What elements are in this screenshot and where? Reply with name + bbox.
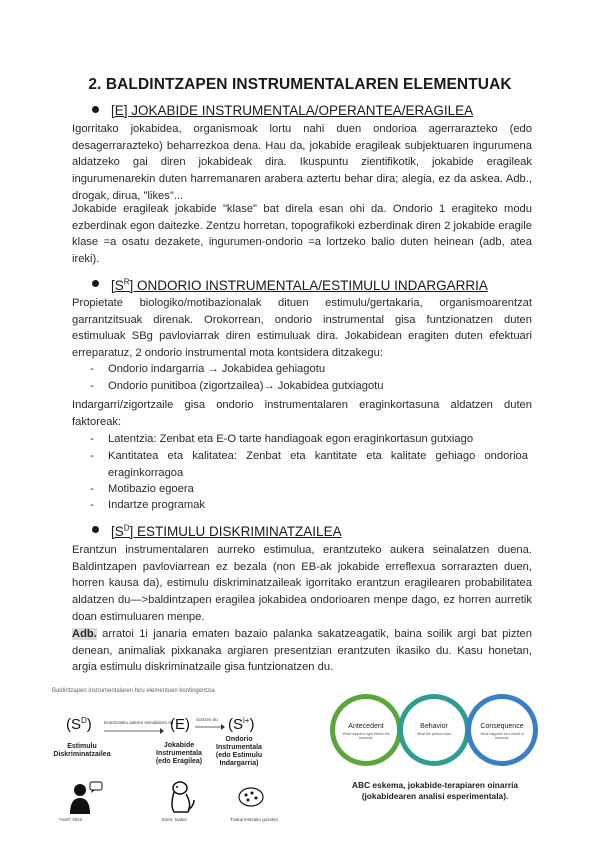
section-e-heading-text: [E] JOKABIDE INSTRUMENTALA/OPERANTEA/ERAGILEA	[111, 103, 474, 118]
list-item-text: Motibazio egoera	[108, 483, 194, 495]
icon2-caption: Eseri, txakur	[162, 817, 188, 822]
icon1-caption: "Aseti" hitza	[58, 817, 82, 822]
dog-icon	[164, 778, 200, 816]
sr-symbol	[228, 716, 254, 733]
label-sd: Estimulu Diskriminatzailea	[53, 743, 111, 758]
abc-consequence	[466, 694, 538, 766]
bullet-icon	[92, 280, 99, 287]
list-item-text: Ondorio indargarria → Jokabidea gehiagotu	[108, 363, 326, 375]
sd-symbol	[66, 716, 92, 733]
sd-symbol-sup: D	[81, 716, 87, 725]
bullet-icon	[92, 526, 99, 533]
section-sr-paragraph-2: Indargarri/zigortzaile gisa ondorio instrumentalaren eraginkortasuna aldatzen duten faktoreak:	[72, 399, 532, 428]
abc-c-sub: What happens as a result of behavior	[480, 732, 524, 740]
arrow-right-icon	[195, 724, 225, 730]
list-item-text: Kantitatea eta kalitatea: Zenbat eta kantitate eta kalitate gehiago ondorioa eraginkorragoa	[108, 450, 528, 479]
section-sd-paragraph-1: Erantzun instrumentalaren aurreko estimulua, erantzuteko aukera seinalatzen duena. Baldintzapen pavloviarrean ez bezala (non EB-ak jokabide erreflexua sorrarazten duen, horren kausa da), estimulu diskriminatzaileak igorritako erantzun eragilearen probabilitatea aldatzen du—>baldintzapen eragilea jokabidea ondorioaren menpe dago, ez horren aurretik doan estimuluaren menpe.	[72, 544, 532, 623]
label-sr: Ondorio Instrumentala (edo Estimulu Indargarria)	[215, 736, 263, 767]
sd-symbol-close: )	[86, 716, 92, 733]
arrow-label-2: Sortzen du	[196, 717, 218, 722]
sr-symbol-sup: i+	[243, 716, 250, 725]
heading-sup: R	[123, 277, 130, 286]
adb-highlight: Adb.	[72, 628, 97, 640]
abc-b-sub: What the person does	[416, 732, 452, 736]
section-e-paragraph-1: Igorritako jokabidea, organismoak lortu nahi duen ondorioa agerrarazteko (edo desagerrarazteko) beharrezkoa dena. Hau da, jokabide eragileak subjektuaren ingurumena aldatzeko gai diren jokabideak dira. Ikuspuntu zientifikotik, jokabide eragileak ingurumenarekin duten harremanaren arabera aztertu behar dira; alegia, ez da askea. Adb., drogak, dirua, "likes"...	[72, 123, 532, 202]
heading-sup: D	[123, 523, 130, 532]
label-e: Jokabide Instrumentala (edo Eragilea)	[155, 742, 203, 765]
abc-behavior	[398, 694, 470, 766]
abc-b-title: Behavior	[420, 723, 448, 730]
section-sd-paragraph-2-text: arratoi 1i janaria ematen bazaio palanka sakatzeagatik, baina soilik argi bat pizten denean, animaliak pixkanaka argiaren presentzian erantzuten ikasiko du. Kasu honetan, argia estimulu diskriminatzaile gisa funtzionatzen du.	[72, 628, 532, 674]
sr-symbol-text: (S	[228, 716, 243, 733]
heading-pre: [S	[111, 277, 124, 293]
icon3-caption: Txakurrentzako gozokia	[230, 817, 278, 822]
e-symbol: (E)	[170, 716, 190, 733]
heading-pre: [S	[111, 523, 124, 539]
treat-jar-icon	[236, 784, 266, 810]
list-item-text: Indartze programak	[108, 499, 206, 511]
bullet-icon	[92, 106, 99, 113]
abc-a-title: Antecedent	[348, 723, 384, 730]
sd-symbol-text: (S	[66, 716, 81, 733]
person-speaking-icon	[66, 780, 106, 816]
contingency-diagram	[52, 688, 312, 828]
heading-post: ] ESTIMULU DISKRIMINATZAILEA	[129, 523, 342, 539]
abc-a-sub: What happens right before the behavior	[342, 732, 390, 740]
abc-c-title: Consequence	[480, 723, 524, 730]
heading-post: ] ONDORIO INSTRUMENTALA/ESTIMULU INDARGARRIA	[129, 277, 488, 293]
section-sr-paragraph-1: Propietate biologiko/motibazionalak dituen estimulu/gertakaria, organismoarentzat garrantzitsuak direnak. Orokorrean, ondorio instrumental gisa funtzionatzen duten estimuluak SBg pavloviarrak diren estimuluak dira. Jokabidean eragiten duten efektuari erreparatuz, 2 ondorio instrumental mota kontsidera ditzakegu:	[72, 297, 532, 360]
abc-caption: ABC eskema, jokabide-terapiaren oinarria (jokabidearen analisi esperimentala).	[351, 780, 519, 801]
arrow-right-icon	[104, 728, 164, 734]
section-e-heading	[92, 103, 473, 118]
section-sd-paragraph-2	[72, 626, 532, 676]
section-e-paragraph-2: Jokabide eragileak jokabide "klase" bat direla esan ohi da. Ondorio 1 eragiteko modu ezberdinak egon daitezke. Zentzu horretan, topografikoki ezberdinak diren 2 jokabide eragile klase =a osatu dezakete, ingurumen-ondorio =a lortzeko balio duten heinean (adb, atea ireki).	[72, 203, 532, 266]
list-item-text: Latentzia: Zenbat eta E-O tarte handiagoak egon eraginkortasun gutxiago	[108, 433, 474, 445]
page-title: 2. BALDINTZAPEN INSTRUMENTALAREN ELEMENTUAK	[88, 76, 512, 93]
list-item-text: Ondorio punitiboa (zigortzailea)→ Jokabidea gutxiagotu	[108, 380, 384, 392]
abc-antecedent	[330, 694, 402, 766]
sr-symbol-close: )	[249, 716, 255, 733]
document-page: 2. BALDINTZAPEN INSTRUMENTALAREN ELEMENTUAK [E] JOKABIDE INSTRUMENTALA/OPERANTEA/ERAGILEA Igorritako jokabidea, organismoak lortu nahi duen ondorioa agerrarazteko (edo desagerrarazteko) beharrezkoa dena. Hau da, jokabide eragileak subjektuaren ingurumena aldatzeko gai diren jokabideak dira. Ikuspuntu zientifikotik, jokabide eragileak ingurumenarekin duten harremanaren arabera aztertu behar dira; alegia, ez da askea. Adb., drogak, dirua, "likes"... Jokabide eragileak jokabide "klase" bat direla esan ohi da. Ondorio 1 eragiteko modu ezberdinak egon daitezke. Zentzu horretan, topografikoki ezberdinak diren 2 jokabide eragile klase =a osatu dezakete, ingurumen-ondorio =a lortzeko balio duten heinean (adb, atea ireki). $[S^R]$ ONDORIO INSTRUMENTALA/ESTIMULU INDARGARRIA Propietate biologiko/motibazionalak dituen estimulu/gertakaria, organismoarentzat garrantzitsuak direnak. Orokorrean, ondorio instrumental gisa funtzionatzen duten estimuluak SBg pavloviarrak diren estimuluak dira. Jokabidean eragiten duten efektuari erreparatuz, 2 ondorio instrumental mota kontsidera ditzakegu: - Ondorio indargarria → Jokabidea gehiagotu - Ondorio punitiboa (zigortzailea)→ Jokabidea gutxiagotu Indargarri/zigortzaile gisa ondorio instrumentalaren eraginkortasuna aldatzen duten faktoreak: - Latentzia: Zenbat eta E-O tarte handiagoak egon eraginkortasun gutxiago - Kantitatea eta kalitatea: Zenbat eta kantitate eta kalitate gehiago ondorioa eraginkorragoa - Motibazio egoera - Indartze programak $[S^D]$ ESTIMULU DISKRIMINATZAILEA Erantzun instrumentalaren aurreko estimulua, erantzuteko aukera seinalatzen duena. Baldintzapen pavloviarrean ez bezala (non EB-ak jokabide erreflexua sorrarazten duen, horren kausa da), estimulu diskriminatzaileak igorritako erantzun eragilearen probabilitatea aldatzen du—>baldintzapen eragilea jokabidea ondorioaren menpe dago, ez horren aurretik doan estimuluaren menpe. Adb. arratoi 1i janaria ematen bazaio palanka sakatzeagatik, baina soilik argi bat pizten denean, animaliak pixkanaka argiaren presentzian erantzuten ikasiko du. Kasu honetan, argia estimulu diskriminatzaile gisa funtzionatzen du. Baldintzapen instrumentalaren hiru elementuen kontingentzia $(S^D)$ Erantzuteko aukera seinalatzen du (E) Sortzen du $(S^{i+})$ Estimulu Diskriminatzailea Jokabide Instrumentala (edo Eragilea) Ondorio Instrumentala (edo Estimulu Indargarria) "Aseti" hitza Eseri, txakur Txakurrentzako gozokia Antecedent What happens right before the behavior Behavior What the person does Consequence What happens as a result of behavior ABC eskema, jokabide-terapiaren oinarria (jokabidearen analisi esperimentala).	[0, 0, 600, 848]
section-sr-heading	[92, 277, 488, 293]
arrow-label-1: Erantzuteko aukera seinalatzen du	[104, 720, 174, 725]
abc-diagram	[330, 694, 540, 766]
section-sd-heading	[92, 523, 342, 539]
diagram-caption: Baldintzapen instrumentalaren hiru elementuen kontingentzia	[52, 688, 215, 694]
